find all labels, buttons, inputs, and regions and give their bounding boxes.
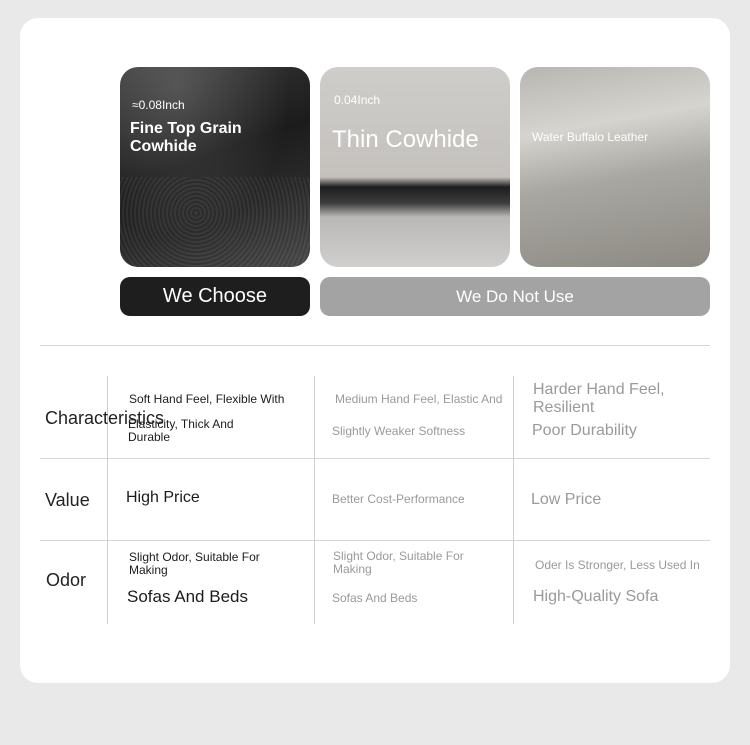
row-label-value: Value bbox=[45, 490, 90, 510]
row-label-characteristics: Characteristics bbox=[45, 408, 165, 428]
row-divider bbox=[40, 540, 710, 541]
table-cell: Elasticity, Thick And bbox=[128, 417, 234, 431]
table-cell: High Price bbox=[126, 489, 200, 506]
table-cell: Poor Durability bbox=[532, 422, 637, 439]
thin-cowhide-image bbox=[320, 67, 510, 267]
table-cell: Oder Is Stronger, Less Used In bbox=[535, 558, 700, 572]
row-label-odor: Odor bbox=[46, 570, 87, 590]
table-cell: Slightly Weaker Softness bbox=[332, 424, 466, 438]
thickness-label: 0.04Inch bbox=[334, 93, 381, 107]
table-cell: Soft Hand Feel, Flexible With bbox=[129, 392, 285, 406]
leather-name: Water Buffalo Leather bbox=[532, 130, 649, 144]
column-divider bbox=[513, 376, 514, 624]
table-top-divider bbox=[40, 345, 710, 346]
thickness-label: ≈0.08Inch bbox=[132, 98, 185, 112]
table-cell: High-Quality Sofa bbox=[533, 588, 659, 605]
table-cell: Slight Odor, Suitable For bbox=[129, 550, 260, 564]
table-cell: Harder Hand Feel, bbox=[533, 381, 665, 398]
we-choose-label: We Choose bbox=[120, 277, 310, 316]
table-cell: Durable bbox=[128, 430, 171, 444]
we-do-not-use-label: We Do Not Use bbox=[320, 277, 710, 316]
leather-name: Thin Cowhide bbox=[332, 126, 479, 153]
water-buffalo-leather-image bbox=[520, 67, 710, 267]
table-cell: Slight Odor, Suitable For bbox=[333, 549, 464, 563]
fine-top-grain-cowhide-image bbox=[120, 67, 310, 267]
leather-name: Fine Top Grain Cowhide bbox=[130, 120, 242, 155]
row-divider bbox=[40, 458, 710, 459]
table-cell: Better Cost-Performance bbox=[332, 492, 465, 506]
table-cell: Making bbox=[129, 563, 168, 577]
table-cell: Sofas And Beds bbox=[332, 591, 418, 605]
table-cell: Medium Hand Feel, Elastic And bbox=[335, 392, 503, 406]
table-cell: Sofas And Beds bbox=[127, 587, 248, 606]
column-divider bbox=[314, 376, 315, 624]
table-cell: Resilient bbox=[533, 399, 595, 416]
table-cell: Making bbox=[333, 562, 372, 576]
table-cell: Low Price bbox=[531, 491, 602, 508]
